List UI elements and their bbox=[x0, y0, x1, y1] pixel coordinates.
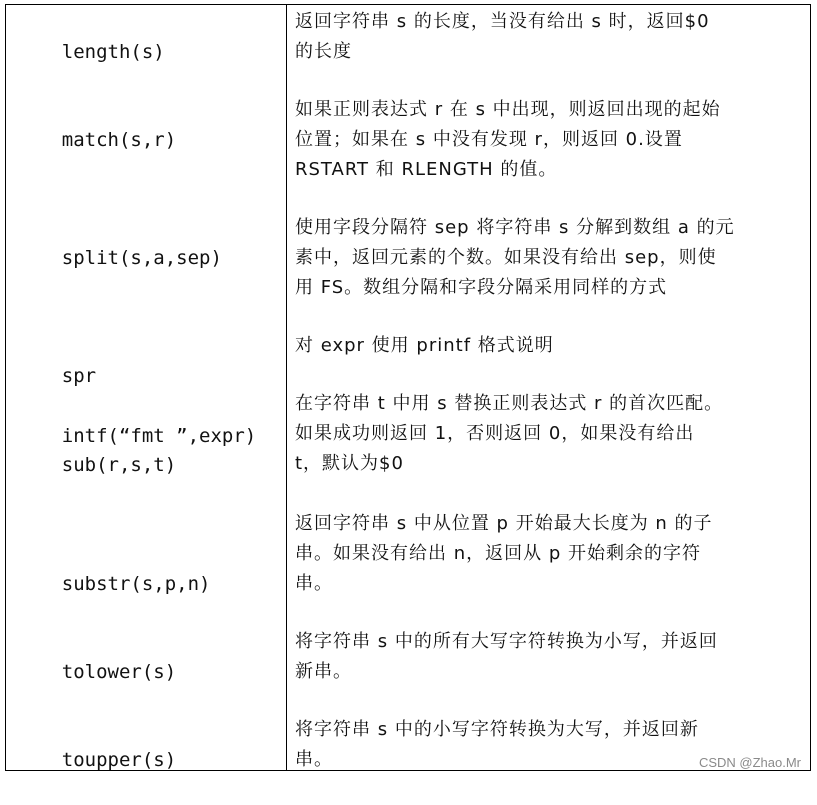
function-name-toupper: toupper(s) bbox=[61, 749, 177, 771]
watermark: CSDN @Zhao.Mr bbox=[698, 755, 801, 770]
function-desc-tolower: 将字符串 s 中的所有大写字符转换为小写，并返回 新串。 bbox=[295, 631, 718, 682]
function-desc-match: 如果正则表达式 r 在 s 中出现，则返回出现的起始 位置；如果在 s 中没有发现 r，则返回 0.设置 RSTART 和 RLENGTH 的值。 bbox=[295, 99, 721, 180]
function-name-sprintf: spr intf(“fmt ”,expr) bbox=[61, 365, 257, 447]
function-desc-toupper: 将字符串 s 中的小写字符转换为大写，并返回新 串。 bbox=[295, 719, 699, 770]
function-name-sub: sub(r,s,t) bbox=[61, 454, 177, 476]
function-desc-sprintf: 对 expr 使用 printf 格式说明 bbox=[295, 335, 554, 356]
function-name-length: length(s) bbox=[61, 41, 165, 63]
function-desc-length: 返回字符串 s 的长度，当没有给出 s 时，返回$0 的长度 bbox=[295, 11, 710, 62]
function-table bbox=[5, 4, 811, 771]
function-desc-sub: 在字符串 t 中用 s 替换正则表达式 r 的首次匹配。 如果成功则返回 1，否则返回 0，如果没有给出 t，默认为$0 bbox=[295, 393, 724, 474]
function-name-substr: substr(s,p,n) bbox=[61, 573, 211, 595]
function-name-tolower: tolower(s) bbox=[61, 661, 177, 683]
function-desc-substr: 返回字符串 s 中从位置 p 开始最大长度为 n 的子 串。如果没有给出 n，返回从 p 开始剩余的字符 串。 bbox=[295, 513, 713, 594]
column-divider bbox=[286, 5, 287, 770]
function-name-split: split(s,a,sep) bbox=[61, 247, 222, 269]
function-name-match: match(s,r) bbox=[61, 129, 177, 151]
function-desc-split: 使用字段分隔符 sep 将字符串 s 分解到数组 a 的元 素中，返回元素的个数。如果没有给出 sep，则使 用 FS。数组分隔和字段分隔采用同样的方式 bbox=[295, 217, 735, 298]
